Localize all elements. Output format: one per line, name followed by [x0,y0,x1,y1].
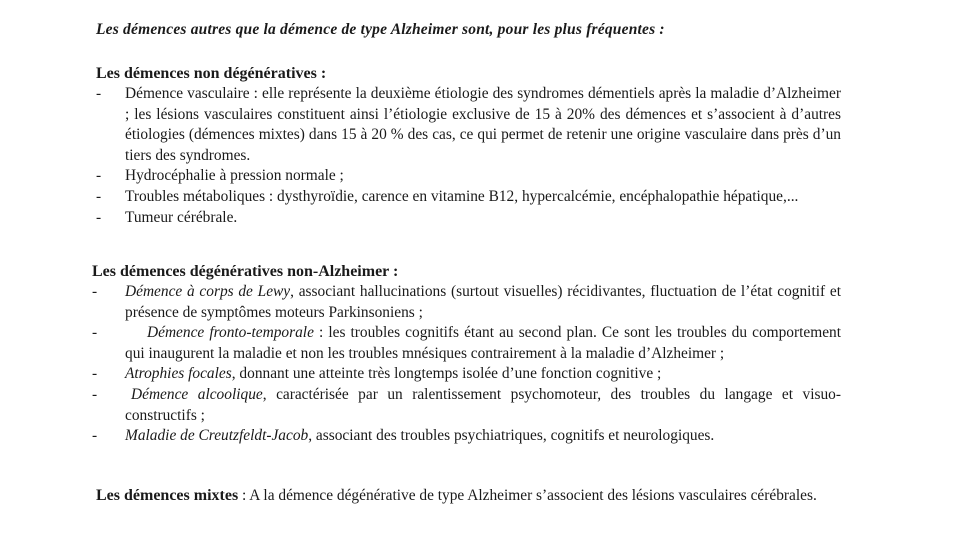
section-title-degenerative: Les démences dégénératives non-Alzheimer : [92,263,399,280]
section-title-non-degenerative: Les démences non dégénératives : [96,65,327,82]
disease-name: Maladie de Creutzfeldt-Jacob [125,427,309,445]
non-degenerative-section [96,64,841,228]
list-item: - Démence à corps de Lewy, associant hallucinations (surtout visuelles) récidivantes, fluctuation de l’état cognitif et présence de symptômes moteurs Parkinsoniens ; [92,283,841,321]
bullet-dash: - [92,385,98,403]
list-item: - Hydrocéphalie à pression normale ; [96,166,841,187]
disease-name: Atrophies focales [125,365,232,383]
bullet-dash: - [92,283,98,300]
mixed-dementia-paragraph [96,486,841,507]
bullet-dash: - [96,187,102,205]
list-item: - Tumeur cérébrale. [96,208,841,229]
bullet-dash: - [96,85,102,102]
list-item: - Démence vasculaire : elle représente la deuxième étiologie des syndromes démentiels après la maladie d’Alzheimer ; les lésions vasculaires constituent ainsi l’étiologie exclusive de 15 à 20% des démences et s’associent à d’autres étiologies (démences mixtes) dans 15 à 20 % des cas, ce qui permet de retenir une origine vasculaire dans près d’un tiers des syndromes. [96,85,841,164]
intro-heading: Les démences autres que la démence de type Alzheimer sont, pour les plus fréquentes : [96,21,665,38]
non-degenerative-list [96,84,841,228]
bullet-dash: - [92,427,98,445]
degenerative-non-alzheimer-section [92,262,841,447]
degenerative-list [92,282,841,447]
bullet-dash: - [92,365,98,383]
disease-name: Démence fronto-temporale [147,324,314,342]
disease-name: Démence à corps de Lewy [125,283,291,300]
list-item: - Troubles métaboliques : dysthyroïdie, carence en vitamine B12, hypercalcémie, encéphalopathie hépatique,... [96,187,841,208]
list-item: - Atrophies focales, donnant une atteinte très longtemps isolée d’une fonction cognitive ; [92,364,841,385]
mixed-dementia-text: : A la démence dégénérative de type Alzheimer s’associent des lésions vasculaires cérébrales. [238,487,817,504]
disease-name: Démence alcoolique [131,385,263,403]
bullet-dash: - [92,324,98,342]
list-item: - Démence fronto-temporale : les troubles cognitifs étant au second plan. Ce sont les troubles du comportement qui inaugurent la maladie et non les troubles mnésiques contrairement à la maladie d’Alzheimer ; [92,324,842,362]
list-item: - Maladie de Creutzfeldt-Jacob, associant des troubles psychiatriques, cognitifs et neurologiques. [92,426,841,447]
list-item: - Démence alcoolique, caractérisée par un ralentissement psychomoteur, des troubles du langage et visuo-constructifs ; [92,385,841,424]
bullet-dash: - [96,208,102,226]
section-title-mixed: Les démences mixtes [96,487,239,504]
bullet-dash: - [96,167,102,185]
